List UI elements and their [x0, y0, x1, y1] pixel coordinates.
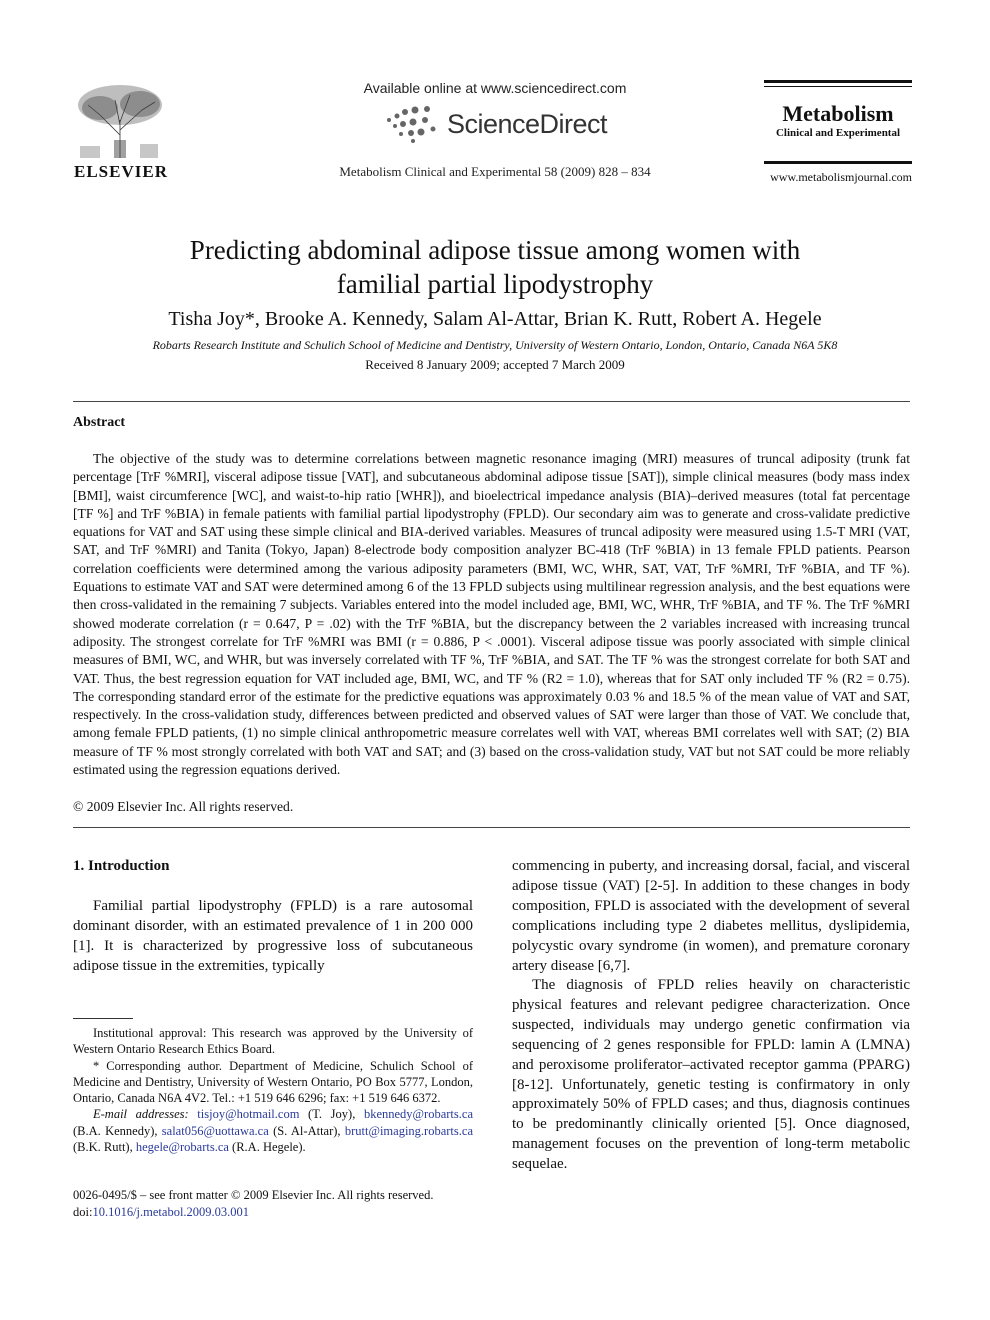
doi-label: doi:: [73, 1204, 93, 1219]
author-list: Tisha Joy*, Brooke A. Kennedy, Salam Al-Attar, Brian K. Rutt, Robert A. Hegele: [168, 308, 822, 330]
elsevier-tree-icon: [70, 80, 170, 160]
title-line-2: familial partial lipodystrophy: [336, 269, 654, 299]
email-owner-hegele: (R.A. Hegele).: [232, 1140, 306, 1155]
intro-paragraph-1: Familial partial lipodystrophy (FPLD) is a rare autosomal dominant disorder, with an estimated prevalence of 1 in 200 000 [1]. It is characterized by progressive loss of subcutaneous adipose tissue in the extremities, typically: [73, 898, 473, 974]
affiliation: Robarts Research Institute and Schulich School of Medicine and Dentistry, University of Western Ontario, London, Ontario, Canada N6A 5K8: [152, 338, 838, 352]
email-link-rutt[interactable]: brutt@imaging.robarts.ca: [344, 1123, 473, 1138]
footnotes: [73, 1025, 473, 1155]
email-link-joy[interactable]: tisjoy@hotmail.com: [197, 1107, 300, 1122]
header-center: [260, 80, 730, 180]
publisher-name: ELSEVIER: [74, 162, 168, 181]
footnote-corresponding: * Corresponding author. Department of Medicine, Schulich School of Medicine and Dentistry, University of Western Ontario, PO Box 5777, London, Ontario, Canada N6A 4V2. Tel.: +1 519 646 6296; fax: +1 519 646 6372.: [73, 1058, 473, 1106]
journal-website[interactable]: www.metabolismjournal.com: [770, 170, 912, 184]
abstract-heading: Abstract: [73, 415, 126, 430]
journal-masthead: [764, 80, 912, 185]
intro-paragraph-2: The diagnosis of FPLD relies heavily on characteristic physical features and relevant pedigree characterization. Once suspected, individuals may undergo genetic confirmation via sequencing of 2 genes responsible for FPLD: lamin A (LMNA) and peroxisome proliferator–activated receptor gamma (PPARG) [8-12]. Unfortunately, genetic testing is confirmatory in only approximately 50% of FPLD cases; and thus, diagnosis continues to be predominantly clinically oriented [5]. Once diagnosed, management focuses on the prevention of long-term metabolic sequelae.: [512, 977, 910, 1173]
sciencedirect-dots-icon: [383, 104, 441, 144]
journal-subtitle: Clinical and Experimental: [775, 127, 901, 139]
email-link-hegele[interactable]: hegele@robarts.ca: [135, 1140, 229, 1155]
article-title: [90, 233, 900, 301]
footnote-approval: Institutional approval: This research was approved by the University of Western Ontario Research Ethics Board.: [73, 1026, 473, 1057]
email-link-kennedy[interactable]: bkennedy@robarts.ca: [363, 1107, 473, 1122]
doi-link[interactable]: 10.1016/j.metabol.2009.03.001: [92, 1204, 250, 1219]
title-line-1: Predicting abdominal adipose tissue among women with: [189, 235, 801, 265]
divider-top: [73, 401, 910, 402]
received-dates: Received 8 January 2009; accepted 7 March 2009: [365, 357, 625, 372]
masthead-rule-top-thin: [764, 86, 912, 87]
intro-paragraph-1-continued: commencing in puberty, and increasing dorsal, facial, and visceral adipose tissue (VAT) [2-5]. In addition to these changes in body composition, FPLD is associated with the development of several complications including type 2 diabetes mellitus, dyslipidemia, polycystic ovary syndrome (in women), and premature coronary artery disease [6,7].: [512, 858, 910, 974]
divider-bottom: [73, 827, 910, 828]
masthead-rule-top: [764, 80, 912, 83]
journal-name: Metabolism: [782, 101, 894, 126]
issn-line: 0026-0495/$ – see front matter © 2009 Elsevier Inc. All rights reserved.: [73, 1188, 434, 1202]
email-owner-kennedy: (B.A. Kennedy),: [73, 1123, 158, 1138]
journal-reference: Metabolism Clinical and Experimental 58 (2009) 828 – 834: [339, 164, 651, 179]
sciencedirect-wordmark: ScienceDirect: [446, 108, 608, 139]
abstract-copyright: © 2009 Elsevier Inc. All rights reserved.: [73, 799, 294, 814]
masthead-rule-bottom: [764, 161, 912, 164]
available-online-text[interactable]: Available online at www.sciencedirect.com: [363, 80, 627, 96]
email-link-alattar[interactable]: salat056@uottawa.ca: [161, 1123, 269, 1138]
footnote-rule: [73, 1018, 133, 1019]
email-owner-rutt: (B.K. Rutt),: [73, 1140, 133, 1155]
elsevier-logo: [62, 80, 180, 182]
email-owner-alattar: (S. Al-Attar),: [273, 1123, 341, 1138]
footnote-emails: [73, 1106, 473, 1155]
doi-line: [73, 1204, 483, 1221]
email-owner-joy: (T. Joy),: [308, 1107, 356, 1122]
issn-doi-block: [73, 1187, 483, 1220]
abstract-text: The objective of the study was to determine correlations between magnetic resonance imaging (MRI) measures of truncal adiposity (trunk fat percentage [TrF %MRI], visceral adipose tissue [VAT], and subcutaneous abdominal adipose tissue [SAT]), simple clinical measures (body mass index [BMI], waist circumference [WC], and waist-to-hip ratio [WHR]), and bioelectrical impedance analysis (BIA)–derived measures (total fat percentage [TF %] and TrF %BIA) in female patients with familial partial lipodystrophy (FPLD). Our secondary aim was to generate and cross-validate predictive equations for VAT and SAT using these simple clinical and BIA-derived variables. Measures of truncal adiposity were measured using 1.5-T MRI (VAT, SAT, and TrF %MRI) and Tanita (Tokyo, Japan) 8-electrode body composition analyzer BC-418 (TrF %BIA) in 13 female FPLD patients. Pearson correlation coefficients were determined among the various adiposity parameters (BMI, WC, WHR, SAT, VAT, TrF %MRI, TrF %BIA, and TF %). Equations to estimate VAT and SAT were determined among 6 of the 13 FPLD subjects using multilinear regression analysis, and the best equations were then cross-validated in the remaining 7 subjects. Variables entered into the model included age, BMI, WC, WHR, TrF %BIA, and TF %. The TrF %MRI showed moderate correlation (r = 0.647, P = .02) with the TrF %BIA, but the discrepancy between the 2 variables increased with increasing truncal adiposity. The strongest correlate for TrF %MRI was BMI (r = 0.886, P < .0001). Visceral adipose tissue was poorly associated with simple clinical measures of BMI, WC, and WHR, but was inversely correlated with TF %, TrF %BIA, and SAT. The TF % was the strongest correlate for both SAT and VAT. Thus, the best regression equation for VAT included age, BMI, WC, and TF % (R2 = 1.0), whereas that for SAT only included TF % (R2 = 0.75). The corresponding standard error of the estimate for the predictive equations was approximately 0.03 % and 18.5 % of the mean value of VAT and SAT, respectively. In the cross-validation study, differences between predicted and observed values of SAT were larger than those of VAT. We conclude that, among female FPLD patients, (1) no simple clinical anthropometric measure correlates well with VAT, whereas BMI correlates well with SAT; (2) BIA measure of TF % most strongly correlated with both VAT and SAT; and (3) based on the cross-validation study, VAT but not SAT could be more reliably estimated using the regression equations derived.: [73, 451, 910, 778]
email-label: E-mail addresses:: [93, 1107, 189, 1122]
sciencedirect-logo: [260, 102, 730, 146]
section-heading-introduction: 1. Introduction: [73, 858, 170, 874]
